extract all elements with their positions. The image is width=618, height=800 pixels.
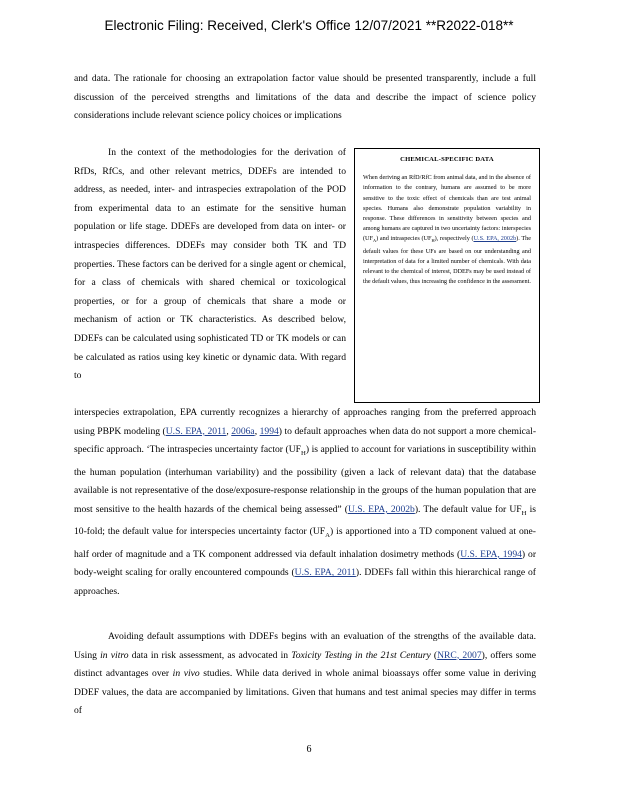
- p4-text-c: (: [430, 649, 438, 661]
- p4-text-e: studies. While data derived in whole animal bioassays offer some value in deriving DDEF values, the data are accompanied by limitations. Given that humans and test animal species may differ in terms of: [74, 668, 536, 717]
- citation-link-epa-2011b[interactable]: U.S. EPA, 2011: [294, 567, 356, 579]
- p4-text-b: data in risk assessment, as advocated in: [128, 649, 292, 661]
- citation-link-epa-1994[interactable]: U.S. EPA, 1994: [460, 548, 522, 560]
- chemical-specific-data-box: [354, 148, 540, 403]
- box-text-b: ) and intraspecies (UF: [376, 235, 432, 243]
- box-text-a: When deriving an RfD/RfC from animal data, and in the absence of information to the contrary, humans are assumed to be more sensitive to the toxic effect of chemicals than are test animal species. Humans also demonstrate population variability in response. These differences in sensitivity between species and among humans are captured in two uncertainty factors: interspecies (UF: [363, 174, 531, 243]
- p4-italic-in-vitro: in vitro: [100, 649, 129, 661]
- p4-italic-title: Toxicity Testing in the 21st Century: [291, 649, 431, 661]
- p3-text-e: is 10-fold; the default value for interspecies uncertainty factor (UF: [74, 503, 536, 538]
- citation-link-nrc-2007[interactable]: NRC, 2007: [437, 649, 482, 661]
- p3-text-g: ) or body-weight scaling for orally encountered compounds (: [74, 548, 537, 579]
- box-text-c: ), respectively (: [434, 235, 474, 243]
- p3-text-h: ). DDEFs fall within this hierarchical range of approaches.: [74, 567, 536, 598]
- citation-link-2006a[interactable]: 2006a: [231, 425, 255, 437]
- citation-link-epa-2002b[interactable]: U.S. EPA, 2002b: [347, 503, 415, 515]
- p3-text-f: ) is apportioned into a TD component valued at one-half order of magnitude and a TK component addressed via default inhalation dosimetry methods (: [74, 526, 536, 560]
- box-citation-link[interactable]: U.S. EPA, 2002b: [473, 235, 517, 243]
- p3-sep-1: ,: [226, 425, 232, 437]
- p3-text-a: interspecies extrapolation, EPA currently recognizes a hierarchy of approaches ranging from the preferred approach using PBPK modeling (: [74, 407, 536, 437]
- box-subscript-a: A: [372, 238, 377, 244]
- p3-subscript-a: A: [325, 532, 330, 540]
- box-title: CHEMICAL-SPECIFIC DATA: [400, 156, 494, 163]
- box-subscript-h: H: [431, 238, 435, 244]
- p4-text-a: Avoiding default assumptions with DDEFs begins with an evaluation of the strengths of the available data. Using: [74, 631, 536, 661]
- citation-link-1994[interactable]: 1994: [259, 425, 279, 437]
- p3-text-d: ). The default value for UF: [414, 503, 522, 515]
- paragraph-2: In the context of the methodologies for the derivation of RfDs, RfCs, and other relevant metrics, DDEFs are intended to address, as needed, inter- and intraspecies extrapolation of the POD from experimental data to an estimate for the sensitive human population or life stage. DDEFs are developed from data on inter- or intraspecies differences. DDEFs may consider both TK and TD properties. These factors can be derived for a single agent or chemical, for a class of chemicals with shared chemical or toxicological properties, or for a group of chemicals that share a mode or mechanism of action or TK characteristics. As described below, DDEFs can be calculated using sophisticated TD or TK models or can be calculated as ratios using key kinetic or dynamic data. With regard to: [74, 147, 346, 382]
- p4-text-d: ), offers some distinct advantages over: [74, 649, 537, 680]
- paragraph-3: [74, 404, 536, 602]
- p3-text-c: ) is applied to account for variations in susceptibility within the human population (interhuman variability) and the possibility (given a lack of relevant data) that the database available is not representative of the dose/exposure-response relationship in the groups of the human population that are most sensitive to the health hazards of the chemical being assessed” (: [74, 444, 536, 515]
- paragraph-4: [74, 628, 536, 721]
- filing-header: Electronic Filing: Received, Clerk's Office 12/07/2021 **R2022-018**: [104, 18, 514, 33]
- citation-link-epa-2011[interactable]: U.S. EPA, 2011: [165, 425, 227, 437]
- page-number: 6: [306, 744, 312, 755]
- paragraph-1: and data. The rationale for choosing an extrapolation factor value should be presented transparently, include a full discussion of the perceived strengths and limitations of the data and describe the impact of science policy considerations include relevant science policy choices or implications: [74, 73, 536, 122]
- p3-subscript-h1: H: [301, 450, 306, 458]
- p4-italic-in-vivo: in vivo: [172, 668, 200, 680]
- p3-subscript-h2: H: [521, 509, 527, 517]
- box-text-d: ). The default values for these UFs are based on our understanding and interpretation of data for a limited number of chemicals. With data relevant to the chemical of interest, DDEFs may be used instead of the default values, thus increasing the confidence in the assessment.: [363, 235, 532, 286]
- box-body: [363, 173, 531, 287]
- p3-text-b: ) to default approaches when data do not support a more chemical-specific approach. ‘The intraspecies uncertainty factor (UF: [74, 425, 537, 456]
- p3-sep-2: ,: [254, 425, 260, 437]
